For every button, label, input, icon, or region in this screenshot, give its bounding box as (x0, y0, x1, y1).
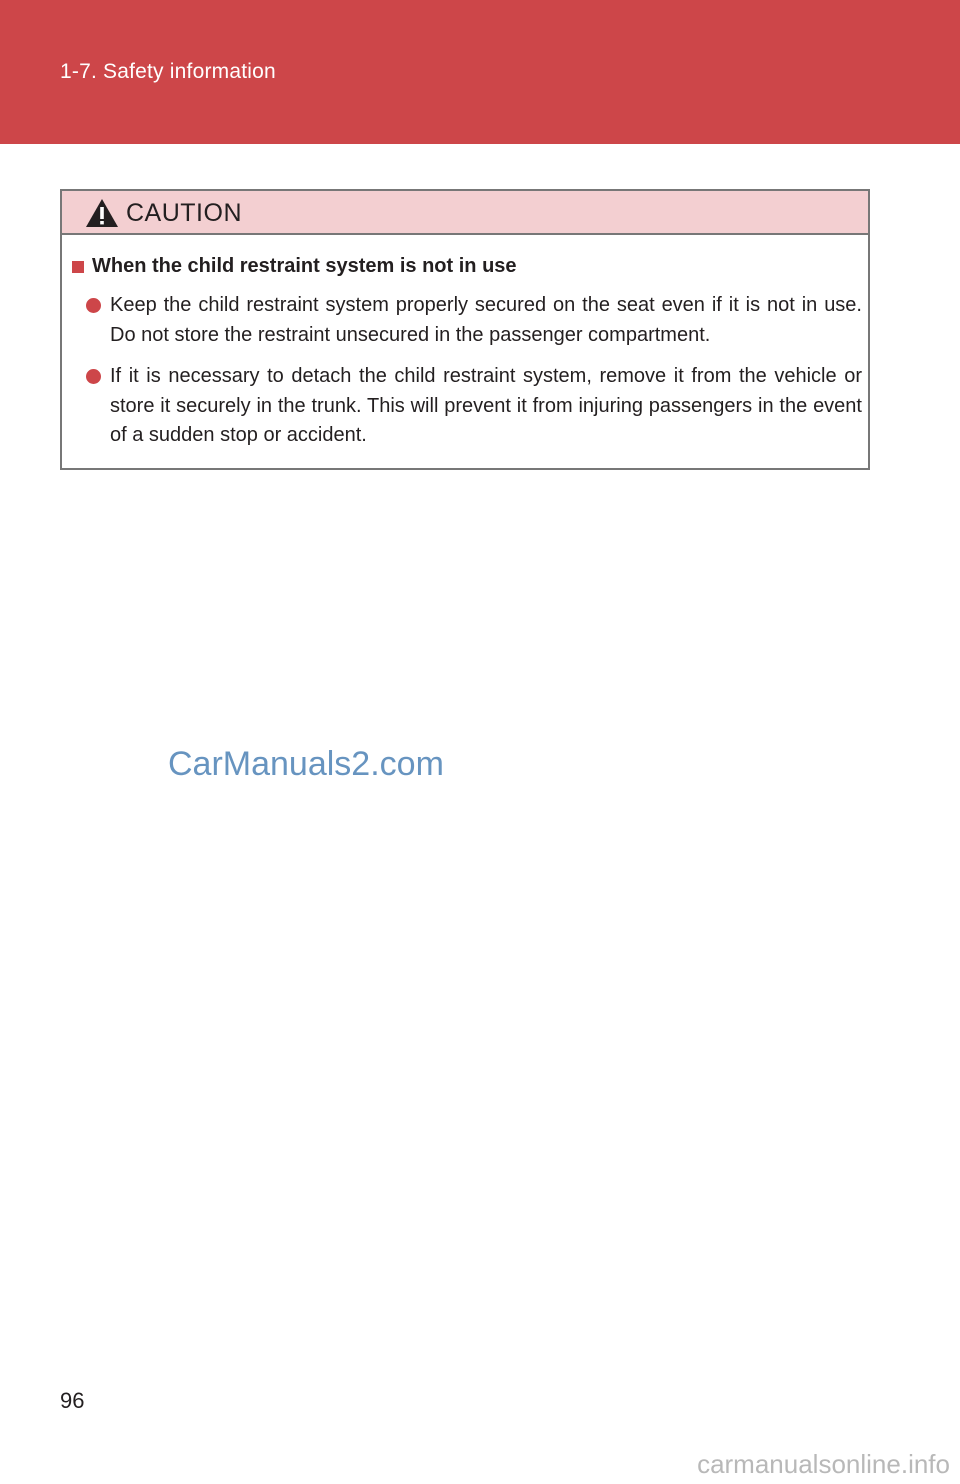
caution-heading-text: When the child restraint system is not in use (92, 255, 517, 277)
circle-bullet-icon (86, 298, 101, 313)
circle-bullet-icon (86, 369, 101, 384)
page-number: 96 (60, 1388, 85, 1413)
section-title: 1-7. Safety information (60, 60, 276, 83)
watermark: CarManuals2.com (168, 745, 444, 783)
list-item-text: Keep the child restraint system properly secured on the seat even if it is not in use. Do not store the restraint unsecured in the passenger compartment. (110, 294, 862, 346)
square-icon (72, 261, 84, 273)
header-band (0, 0, 960, 144)
list-item-text: If it is necessary to detach the child restraint system, remove it from the vehicle or store it securely in the trunk. This will prevent it from injuring passengers in the event of a sudden stop or accident. (110, 365, 862, 446)
footer-watermark: carmanualsonline.info (697, 1449, 950, 1479)
caution-box (60, 189, 870, 470)
caution-label: CAUTION (126, 199, 242, 227)
list-item (86, 291, 862, 350)
caution-header (62, 191, 868, 235)
list-item (86, 362, 862, 451)
caution-heading (72, 255, 517, 278)
warning-triangle-icon (85, 198, 119, 228)
